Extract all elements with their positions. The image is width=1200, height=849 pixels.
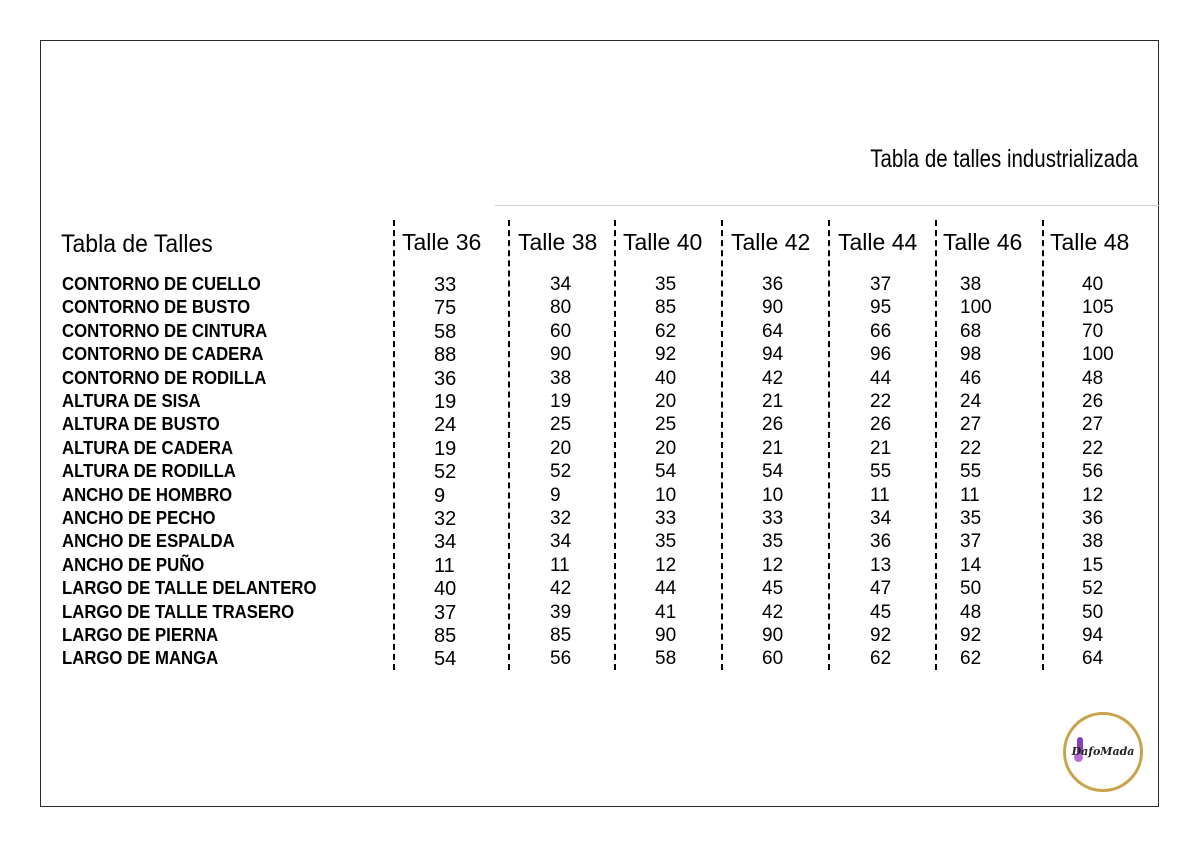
- measurement-value: 58: [434, 320, 457, 343]
- measurement-label: CONTORNO DE CINTURA: [62, 320, 268, 341]
- measurement-value: 70: [1082, 320, 1104, 342]
- measurement-value: 27: [1082, 414, 1104, 436]
- table-title: Tabla de Talles: [61, 230, 213, 258]
- size-header: Talle 38: [518, 229, 598, 255]
- measurement-value: 94: [762, 344, 784, 366]
- measurement-value: 34: [434, 531, 457, 554]
- measurement-value: 26: [1082, 391, 1104, 412]
- measurement-value: 62: [960, 648, 982, 670]
- measurement-value: 54: [655, 461, 677, 483]
- measurement-label: LARGO DE MANGA: [62, 648, 219, 669]
- column-divider: [614, 220, 616, 670]
- subtitle-rule: [495, 205, 1159, 206]
- measurement-value: 11: [870, 484, 890, 506]
- measurement-value: 52: [434, 461, 457, 484]
- measurement-value: 45: [762, 578, 784, 600]
- measurement-value: 85: [434, 625, 457, 647]
- measurement-value: 37: [960, 531, 982, 553]
- measurement-value: 105: [1082, 297, 1114, 319]
- measurement-value: 12: [1082, 484, 1104, 506]
- measurement-value: 75: [434, 297, 457, 320]
- measurement-value: 60: [550, 320, 572, 342]
- measurement-value: 68: [960, 320, 982, 342]
- measurement-value: 42: [762, 601, 784, 623]
- measurement-value: 52: [1082, 578, 1104, 600]
- size-header: Talle 46: [943, 229, 1023, 255]
- measurement-value: 62: [655, 320, 677, 342]
- measurement-value: 20: [655, 391, 677, 412]
- measurement-label: CONTORNO DE CADERA: [62, 344, 264, 365]
- measurement-label: ALTURA DE RODILLA: [62, 461, 236, 482]
- measurement-value: 24: [960, 391, 982, 412]
- measurement-label: LARGO DE TALLE TRASERO: [62, 601, 295, 622]
- measurement-label: LARGO DE TALLE DELANTERO: [62, 578, 317, 599]
- measurement-value: 42: [762, 367, 784, 389]
- measurement-value: 20: [655, 437, 677, 459]
- measurement-value: 11: [434, 554, 455, 577]
- measurement-value: 58: [655, 648, 677, 670]
- measurement-value: 41: [655, 601, 677, 623]
- measurement-value: 80: [550, 297, 572, 319]
- measurement-value: 15: [1082, 554, 1104, 576]
- measurement-value: 88: [434, 344, 457, 367]
- measurement-value: 60: [762, 648, 784, 670]
- measurement-value: 22: [870, 391, 892, 412]
- measurement-value: 25: [550, 414, 572, 436]
- measurement-label: ANCHO DE PUÑO: [62, 554, 205, 575]
- measurement-value: 36: [1082, 508, 1104, 529]
- measurement-value: 19: [550, 391, 572, 412]
- measurement-value: 62: [870, 648, 892, 670]
- measurement-value: 90: [762, 297, 784, 319]
- measurement-value: 42: [550, 578, 572, 600]
- measurement-value: 54: [762, 461, 784, 483]
- column-divider: [935, 220, 937, 670]
- measurement-value: 36: [762, 274, 784, 295]
- measurement-value: 19: [434, 391, 457, 413]
- measurement-value: 50: [960, 578, 982, 600]
- measurement-value: 90: [655, 625, 677, 646]
- measurement-value: 44: [870, 367, 892, 389]
- measurement-value: 45: [870, 601, 892, 623]
- measurement-value: 35: [655, 531, 677, 553]
- measurement-value: 10: [762, 484, 784, 506]
- measurement-value: 32: [434, 508, 457, 530]
- size-header: Talle 40: [623, 229, 703, 255]
- measurement-value: 40: [655, 367, 677, 389]
- measurement-label: ALTURA DE SISA: [62, 391, 201, 411]
- measurement-value: 34: [550, 531, 572, 553]
- measurement-value: 34: [870, 508, 892, 529]
- measurement-value: 32: [550, 508, 572, 529]
- measurement-value: 27: [960, 414, 982, 436]
- measurement-value: 9: [550, 484, 561, 506]
- measurement-label: ANCHO DE ESPALDA: [62, 531, 235, 552]
- measurement-value: 40: [1082, 274, 1104, 295]
- measurement-value: 98: [960, 344, 982, 366]
- measurement-value: 11: [960, 484, 980, 506]
- measurement-value: 55: [960, 461, 982, 483]
- measurement-value: 38: [960, 274, 982, 295]
- measurement-value: 56: [550, 648, 572, 670]
- measurement-value: 100: [960, 297, 992, 319]
- measurement-value: 20: [550, 437, 572, 459]
- measurement-value: 33: [762, 508, 784, 529]
- measurement-value: 13: [870, 554, 892, 576]
- measurement-value: 92: [960, 625, 982, 646]
- measurement-label: CONTORNO DE RODILLA: [62, 367, 267, 388]
- measurement-value: 38: [550, 367, 572, 389]
- measurement-value: 55: [870, 461, 892, 483]
- column-divider: [508, 220, 510, 670]
- measurement-value: 25: [655, 414, 677, 436]
- measurement-value: 52: [550, 461, 572, 483]
- measurement-value: 94: [1082, 625, 1104, 646]
- measurement-value: 85: [550, 625, 572, 646]
- size-header: Talle 36: [402, 229, 482, 255]
- size-header: Talle 48: [1050, 229, 1130, 255]
- measurement-value: 64: [762, 320, 784, 342]
- measurement-value: 9: [434, 484, 446, 507]
- column-divider: [1042, 220, 1044, 670]
- dafomada-logo-icon: [1063, 712, 1143, 792]
- measurement-value: 35: [762, 531, 784, 553]
- measurement-value: 92: [655, 344, 677, 366]
- logo-text: DafoMada: [1071, 745, 1135, 758]
- measurement-value: 46: [960, 367, 982, 389]
- measurement-value: 44: [655, 578, 677, 600]
- measurement-label: CONTORNO DE BUSTO: [62, 297, 251, 318]
- measurement-value: 12: [655, 554, 677, 576]
- measurement-value: 19: [434, 437, 457, 460]
- size-header: Talle 44: [838, 229, 918, 255]
- measurement-value: 39: [550, 601, 572, 623]
- measurement-value: 85: [655, 297, 677, 319]
- measurement-value: 40: [434, 578, 457, 601]
- measurement-value: 22: [1082, 437, 1104, 459]
- measurement-value: 90: [762, 625, 784, 646]
- measurement-value: 48: [1082, 367, 1104, 389]
- measurement-label: ALTURA DE BUSTO: [62, 414, 220, 435]
- measurement-value: 36: [870, 531, 892, 553]
- measurement-value: 66: [870, 320, 892, 342]
- measurement-value: 22: [960, 437, 982, 459]
- size-header: Talle 42: [731, 229, 811, 255]
- measurement-value: 48: [960, 601, 982, 623]
- measurement-value: 35: [960, 508, 982, 529]
- measurement-value: 92: [870, 625, 892, 646]
- measurement-value: 26: [762, 414, 784, 436]
- measurement-value: 90: [550, 344, 572, 366]
- measurement-value: 24: [434, 414, 457, 437]
- measurement-value: 21: [762, 391, 784, 412]
- measurement-value: 36: [434, 367, 457, 390]
- measurement-value: 50: [1082, 601, 1104, 623]
- measurement-label: CONTORNO DE CUELLO: [62, 274, 261, 294]
- measurement-value: 33: [434, 274, 457, 296]
- measurement-value: 47: [870, 578, 892, 600]
- measurement-value: 26: [870, 414, 892, 436]
- measurement-value: 95: [870, 297, 892, 319]
- measurement-value: 37: [870, 274, 892, 295]
- column-divider: [828, 220, 830, 670]
- measurement-value: 10: [655, 484, 677, 506]
- measurement-value: 96: [870, 344, 892, 366]
- measurement-label: ALTURA DE CADERA: [62, 437, 234, 458]
- measurement-value: 56: [1082, 461, 1104, 483]
- document-subtitle: Tabla de talles industrializada: [870, 145, 1138, 173]
- measurement-value: 14: [960, 554, 982, 576]
- measurement-value: 11: [550, 554, 570, 576]
- measurement-value: 54: [434, 648, 457, 671]
- measurement-value: 33: [655, 508, 677, 529]
- measurement-value: 100: [1082, 344, 1114, 366]
- measurement-value: 35: [655, 274, 677, 295]
- measurement-value: 64: [1082, 648, 1104, 670]
- measurement-value: 38: [1082, 531, 1104, 553]
- measurement-value: 37: [434, 601, 457, 624]
- measurement-label: LARGO DE PIERNA: [62, 625, 219, 645]
- measurement-label: ANCHO DE HOMBRO: [62, 484, 233, 505]
- measurement-value: 34: [550, 274, 572, 295]
- column-divider: [393, 220, 395, 670]
- measurement-value: 21: [762, 437, 784, 459]
- measurement-value: 21: [870, 437, 892, 459]
- measurement-value: 12: [762, 554, 784, 576]
- column-divider: [721, 220, 723, 670]
- measurement-label: ANCHO DE PECHO: [62, 508, 216, 528]
